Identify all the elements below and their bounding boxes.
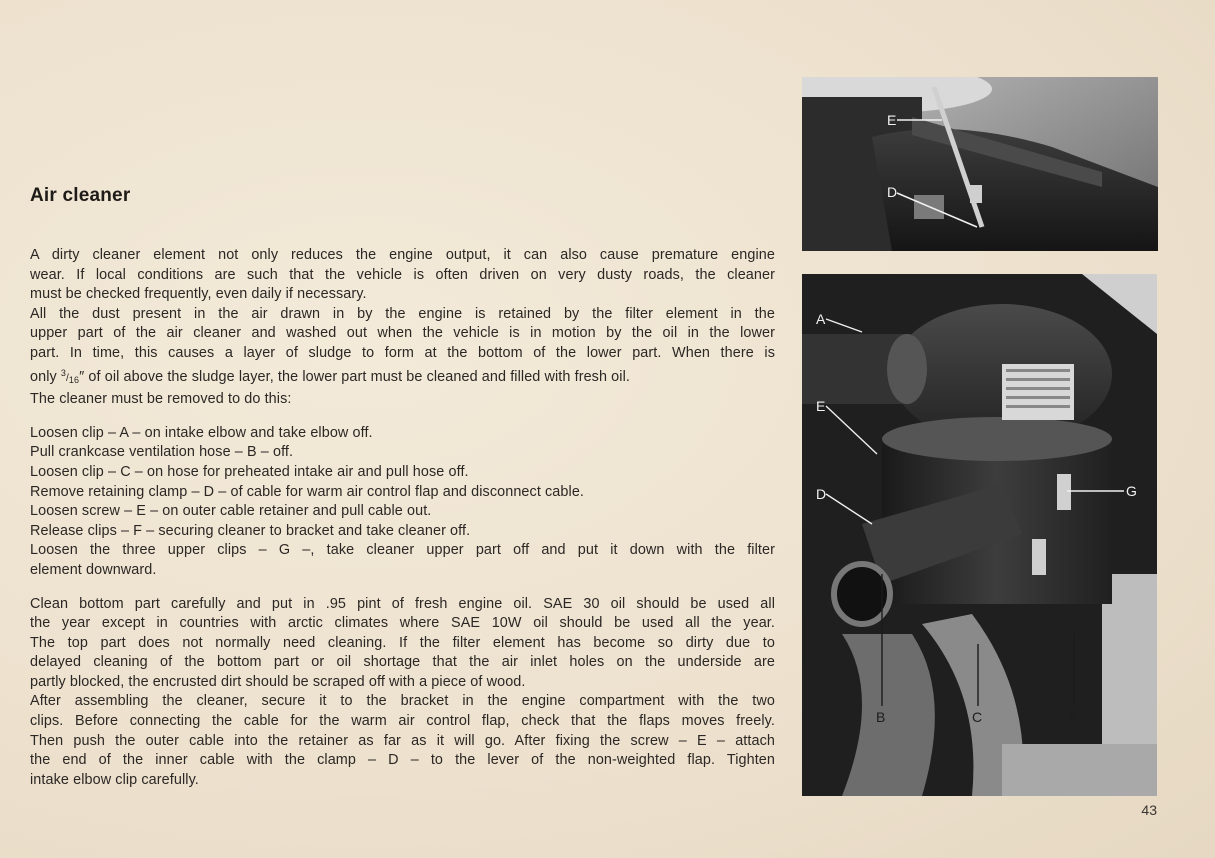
text-line: part. In time, this causes a layer of sludge to form at the bottom of the lower part. When there is [30,344,775,361]
text-line: Clean bottom part carefully and put in .95 pint of fresh engine oil. SAE 30 oil should be used all [30,595,775,612]
text-line: Then push the outer cable into the retainer as far as it will go. After fixing the screw – E – attach [30,732,775,749]
label-e-top: E [887,112,897,128]
step-line: Loosen screw – E – on outer cable retainer and pull cable out. [30,503,432,520]
text-line: delayed cleaning of the bottom part or oil shortage that the air inlet holes on the underside are [30,654,775,671]
steps-paragraph [30,424,775,581]
photo-cable-detail [802,77,1158,251]
photo-air-cleaner [802,274,1157,796]
cable-detail-illustration [802,77,1158,251]
text-line: upper part of the air cleaner and washed out when the vehicle is in motion by the oil in the lower [30,325,775,342]
text-line: A dirty cleaner element not only reduces the engine output, it can also cause premature engine [30,247,775,263]
fraction: $^3/_{16}$ [60,367,80,385]
text-line: All the dust present in the air drawn in by the engine is retained by the filter element in the [30,305,775,322]
label-b: B [876,709,886,725]
step-line: Loosen the three upper clips – G –, take cleaner upper part off and put it down with the filter [30,542,775,559]
text-line: must be checked frequently, even daily if necessary. [30,286,367,303]
text-line: intake elbow clip carefully. [30,771,199,788]
text-line: wear. If local conditions are such that the vehicle is often driven on very dusty roads, the cleaner [30,266,775,283]
step-line: Remove retaining clamp – D – of cable for warm air control flap and disconnect cable. [30,483,585,500]
text-line: partly blocked, the encrusted dirt should be scraped off with a piece of wood. [30,673,526,690]
step-line: Loosen clip – C – on hose for preheated intake air and pull hose off. [30,463,469,480]
text-line: the end of the inner cable with the clamp – D – to the lever of the non-weighted flap. Tighten [30,752,775,769]
label-a: A [816,311,826,327]
section-title: Air cleaner [30,185,131,206]
text-line: The cleaner must be removed to do this: [30,391,292,408]
label-e: E [816,398,826,414]
step-line: Loosen clip – A – on intake elbow and take elbow off. [30,424,373,441]
step-line: Release clips – F – securing cleaner to bracket and take cleaner off. [30,522,471,539]
text-line-fraction: only $^3/_{16}''$ of oil above the sludge layer, the lower part must be cleaned and filled with fresh oil. [30,367,630,385]
label-d-top: D [887,184,898,200]
label-f: F [1069,709,1078,725]
label-g: G [1126,483,1137,499]
intro-paragraph [30,246,775,410]
air-cleaner-illustration [802,274,1157,796]
text-line: the year except in countries with arctic climates where SAE 10W oil should be used all the year. [30,615,775,632]
label-c: C [972,709,983,725]
text-line: After assembling the cleaner, secure it to the bracket in the engine compartment with the two [30,693,775,710]
maintenance-paragraph [30,595,775,791]
body-text [30,246,775,790]
page-number: 43 [1141,802,1157,818]
text-line: The top part does not normally need cleaning. If the filter element has become so dirty due to [30,634,775,651]
label-d: D [816,486,827,502]
text-line: clips. Before connecting the cable for the warm air control flap, check that the flaps moves freely. [30,713,775,730]
step-line: Pull crankcase ventilation hose – B – off. [30,444,294,461]
step-line: element downward. [30,561,157,578]
